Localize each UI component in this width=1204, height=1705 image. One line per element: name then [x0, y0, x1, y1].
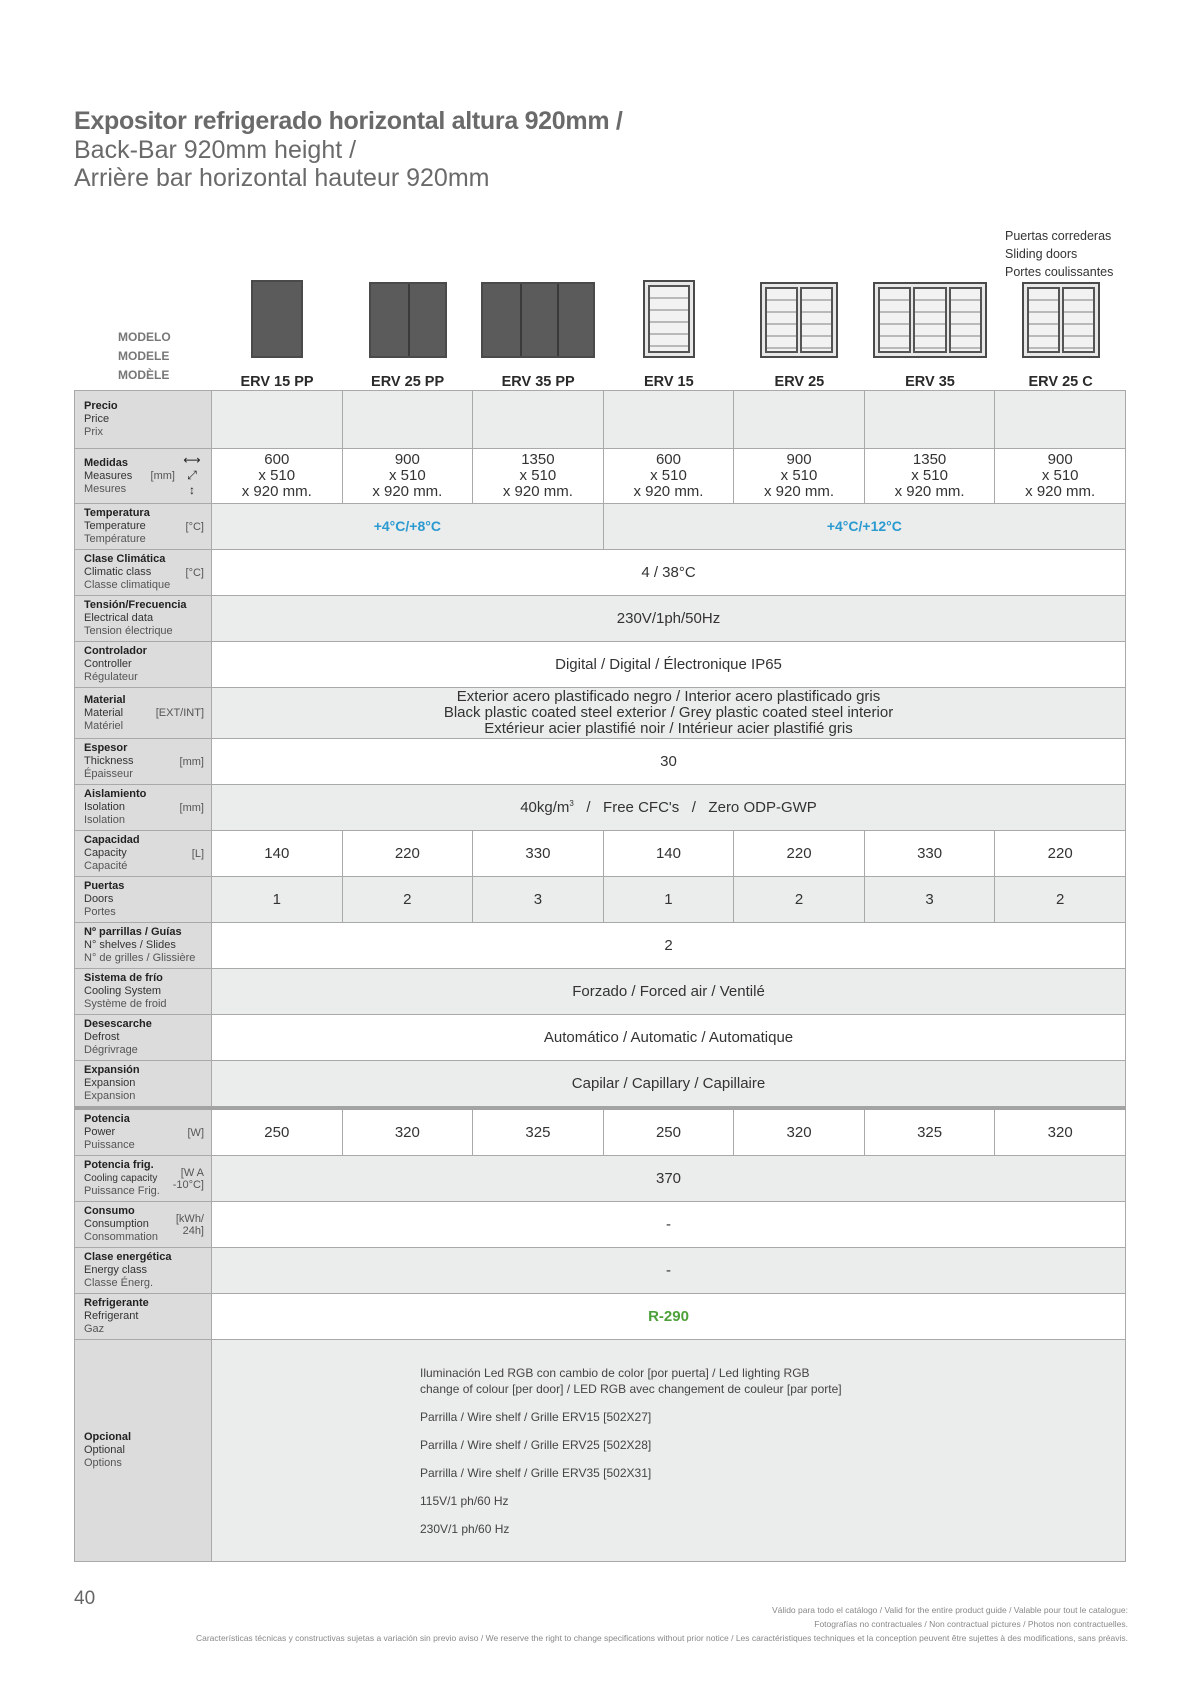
footer-line-3: Características técnicas y constructivas sujetas a variación sin previo aviso / We reserve the right to change specifications without prior notice / Les caractéristiques techniques et la conception peuvent être sujettes à des modifications, sans préavis. — [195, 1633, 1128, 1643]
label-fr: Expansion — [84, 1090, 136, 1102]
page-number: 40 — [74, 1588, 96, 1609]
unit: [L] — [191, 847, 204, 860]
material-value — [212, 688, 1126, 739]
power-cell: 320 — [342, 1108, 473, 1156]
doors-cell: 1 — [212, 877, 343, 923]
label-en: Expansion — [84, 1077, 136, 1089]
row-material — [75, 688, 1126, 739]
model-name: ERV 15 — [643, 374, 694, 390]
unit — [176, 1213, 204, 1237]
label-price — [75, 391, 212, 449]
label-es: Tensión/Frecuencia — [84, 599, 187, 611]
row-consumption — [75, 1202, 1126, 1248]
expansion-value: Capilar / Capillary / Capillaire — [212, 1061, 1126, 1109]
capacity-cell: 220 — [342, 831, 473, 877]
unit: [mm] — [179, 801, 204, 814]
label-en: N° shelves / Slides — [84, 939, 176, 951]
label-fr: Options — [84, 1457, 122, 1469]
model-label-en: MODELE — [118, 349, 170, 363]
label-en: Doors — [84, 893, 114, 905]
label-expansion — [75, 1061, 212, 1109]
optional-item — [420, 1521, 1125, 1537]
measure-line: x 510 — [519, 467, 557, 484]
row-cooling-capacity — [75, 1156, 1126, 1202]
price-cell — [603, 391, 734, 449]
unit: [°C] — [185, 520, 204, 533]
optional-item-line: Parrilla / Wire shelf / Grille ERV25 [502X28] — [420, 1437, 652, 1452]
optional-list — [212, 1365, 1125, 1537]
measure-line: 900 — [394, 451, 420, 468]
controller-value: Digital / Digital / Électronique IP65 — [212, 642, 1126, 688]
sliding-note-es: Puertas correderas — [1005, 229, 1112, 243]
label-en: Defrost — [84, 1031, 120, 1043]
measures-cell — [212, 449, 343, 504]
capacity-cell: 140 — [212, 831, 343, 877]
row-power — [75, 1108, 1126, 1156]
door-seam — [520, 284, 522, 356]
model-name: ERV 15 PP — [240, 374, 314, 390]
label-en: Cooling System — [84, 985, 162, 997]
measure-line: x 920 mm. — [1025, 483, 1096, 500]
model-name: ERV 25 — [774, 374, 825, 390]
footer-line-1: Válido para todo el catálogo / Valid for the entire product guide / Valable pour tout le catalogue: — [772, 1605, 1128, 1615]
label-thickness — [75, 739, 212, 785]
model-label-fr: MODÈLE — [118, 368, 170, 382]
price-cell — [734, 391, 865, 449]
label-es: Potencia — [84, 1113, 130, 1125]
label-material — [75, 688, 212, 739]
row-defrost — [75, 1015, 1126, 1061]
unit: [mm] — [179, 755, 204, 768]
label-es: Aislamiento — [84, 788, 147, 800]
label-es: Refrigerante — [84, 1297, 149, 1309]
door-seam — [408, 284, 410, 356]
label-en: Electrical data — [84, 612, 154, 624]
doors-cell: 2 — [342, 877, 473, 923]
measure-line: x 510 — [911, 467, 948, 484]
shelves-value: 2 — [212, 923, 1126, 969]
label-en: Climatic class — [84, 566, 152, 578]
label-en: Optional — [84, 1444, 125, 1456]
glass-door — [1027, 287, 1060, 353]
glass-door — [1062, 287, 1095, 353]
label-fr: Puissance — [84, 1139, 135, 1151]
label-en: Material — [84, 706, 124, 719]
measure-line: x 510 — [388, 467, 426, 484]
measure-line: x 920 mm. — [241, 483, 312, 500]
measure-line: x 510 — [1041, 467, 1079, 484]
row-price — [75, 391, 1126, 449]
spec-table — [74, 390, 1126, 1562]
optional-item — [420, 1465, 1125, 1481]
capacity-cell: 140 — [603, 831, 734, 877]
label-es: Puertas — [84, 880, 125, 892]
doors-cell: 2 — [995, 877, 1126, 923]
row-expansion — [75, 1061, 1126, 1109]
measure-line: x 920 mm. — [633, 483, 704, 500]
row-controller — [75, 642, 1126, 688]
label-refrigerant — [75, 1294, 212, 1340]
label-fr: Puissance Frig. — [84, 1185, 160, 1197]
measure-line: x 920 mm. — [764, 483, 835, 500]
measure-line: 900 — [1047, 451, 1073, 468]
row-cooling-system — [75, 969, 1126, 1015]
label-shelves — [75, 923, 212, 969]
model-name: ERV 35 — [905, 374, 955, 390]
refrigerant-value — [212, 1294, 1126, 1340]
label-fr: Température — [84, 533, 146, 545]
unit: [mm] — [150, 470, 175, 482]
label-capacity — [75, 831, 212, 877]
measures-cell — [603, 449, 734, 504]
measure-line: x 920 mm. — [372, 483, 443, 500]
footer-line-2: Fotografías no contractuales / Non contractual pictures / Photos non contractuelles. — [814, 1619, 1128, 1629]
product-image — [760, 282, 838, 358]
label-fr: Régulateur — [84, 671, 138, 683]
price-cell — [864, 391, 995, 449]
label-fr: Consommation — [84, 1231, 158, 1243]
row-electrical — [75, 596, 1126, 642]
label-es: Clase Climática — [84, 553, 166, 565]
material-fr: Extérieur acier plastifié noir / Intérieur acier plastifié gris — [484, 720, 853, 737]
label-es: Nº parrillas / Guías — [84, 926, 182, 938]
label-controller — [75, 642, 212, 688]
label-es: Sistema de frío — [84, 972, 163, 984]
model-name: ERV 35 PP — [501, 374, 575, 390]
label-es: Consumo — [84, 1205, 135, 1217]
glass-door — [800, 287, 833, 353]
title-french: Arrière bar horizontal hauteur 920mm — [74, 164, 490, 192]
doors-cell: 3 — [473, 877, 604, 923]
product-6 — [996, 270, 1126, 390]
label-en: Thickness — [84, 755, 134, 767]
label-en: Isolation — [84, 801, 125, 813]
power-cell: 320 — [995, 1108, 1126, 1156]
label-defrost — [75, 1015, 212, 1061]
electrical-value: 230V/1ph/50Hz — [212, 596, 1126, 642]
label-es: Opcional — [84, 1431, 132, 1443]
measures-cell — [864, 449, 995, 504]
unit: [W] — [187, 1126, 204, 1139]
label-electrical — [75, 596, 212, 642]
product-4 — [734, 270, 864, 390]
row-climatic-class — [75, 550, 1126, 596]
unit: [°C] — [185, 566, 204, 579]
label-en: Energy class — [84, 1264, 147, 1276]
label-en: Power — [84, 1126, 116, 1138]
insulation-exponent: 3 — [569, 799, 574, 808]
label-fr: Capacité — [84, 860, 128, 872]
price-cell — [995, 391, 1126, 449]
capacity-cell: 330 — [864, 831, 995, 877]
row-temperature — [75, 504, 1126, 550]
unit-line-1: [W A — [180, 1166, 204, 1179]
optional-value — [212, 1340, 1126, 1562]
row-thickness — [75, 739, 1126, 785]
label-fr: Classe climatique — [84, 579, 171, 591]
measure-line: 1350 — [521, 451, 555, 468]
label-measures — [75, 449, 212, 504]
measure-line: 1350 — [912, 451, 947, 468]
label-es: Material — [84, 693, 126, 706]
label-en: Refrigerant — [84, 1310, 139, 1322]
row-doors — [75, 877, 1126, 923]
capacity-cell: 220 — [995, 831, 1126, 877]
label-fr: Prix — [84, 426, 103, 438]
insulation-density: 40kg/m — [520, 799, 570, 816]
label-es: Clase energética — [84, 1251, 172, 1263]
label-en: Controller — [84, 658, 132, 670]
title-spanish: Expositor refrigerado horizontal altura 920mm / — [74, 107, 623, 135]
measures-cell — [342, 449, 473, 504]
temperature-pp-text: +4°C/+8°C — [373, 518, 441, 534]
label-cooling — [75, 969, 212, 1015]
optional-item-line: change of colour [per door] / LED RGB avec changement de couleur [par porte] — [420, 1381, 842, 1396]
label-fr: Gaz — [84, 1323, 105, 1335]
cooling-capacity-value: 370 — [212, 1156, 1126, 1202]
label-fr: Épaisseur — [84, 768, 133, 780]
label-power — [75, 1108, 212, 1156]
row-shelves — [75, 923, 1126, 969]
label-en: Measures — [84, 469, 133, 482]
row-optional — [75, 1340, 1126, 1562]
temperature-pp-value — [212, 504, 604, 550]
model-name: ERV 25 C — [1028, 374, 1093, 390]
model-label-es: MODELO — [118, 330, 171, 344]
measures-cell — [734, 449, 865, 504]
capacity-cell: 330 — [473, 831, 604, 877]
unit-line-1: [kWh/ — [175, 1212, 204, 1225]
label-energy-class — [75, 1248, 212, 1294]
label-fr: Système de froid — [84, 998, 167, 1010]
measure-line: x 510 — [258, 467, 296, 484]
product-1 — [343, 270, 473, 390]
refrigerant-text: R-290 — [648, 1308, 689, 1325]
measure-line: x 510 — [780, 467, 818, 484]
product-image — [873, 282, 987, 358]
defrost-value: Automático / Automatic / Automatique — [212, 1015, 1126, 1061]
insulation-rest: / Free CFC's / Zero ODP-GWP — [586, 799, 817, 816]
measures-cell — [473, 449, 604, 504]
label-es: Expansión — [84, 1064, 140, 1076]
glass-door — [648, 285, 690, 353]
cooling-value: Forzado / Forced air / Ventilé — [212, 969, 1126, 1015]
label-en: Price — [84, 413, 110, 425]
product-3 — [604, 270, 734, 390]
glass-door — [878, 287, 911, 353]
label-es: Precio — [84, 400, 118, 412]
insulation-value — [212, 785, 1126, 831]
row-energy-class — [75, 1248, 1126, 1294]
unit-line-2: 24h] — [182, 1224, 204, 1237]
product-images-row — [212, 270, 1126, 390]
measures-cell — [995, 449, 1126, 504]
label-insulation — [75, 785, 212, 831]
label-es: Controlador — [84, 645, 147, 657]
glass-door — [913, 287, 946, 353]
measure-line: 900 — [786, 451, 812, 468]
measure-line: 600 — [264, 451, 290, 468]
sliding-note-en: Sliding doors — [1005, 247, 1078, 261]
label-es: Desescarche — [84, 1018, 152, 1030]
energy-class-value: - — [212, 1248, 1126, 1294]
row-measures — [75, 449, 1126, 504]
unit: [EXT/INT] — [155, 707, 204, 719]
optional-item-line: Parrilla / Wire shelf / Grille ERV15 [502X27] — [420, 1409, 652, 1424]
label-fr: N° de grilles / Glissière — [84, 952, 196, 964]
label-en: Temperature — [84, 520, 146, 532]
model-name: ERV 25 PP — [371, 374, 445, 390]
glass-door — [949, 287, 982, 353]
title-english: Back-Bar 920mm height / — [74, 136, 357, 164]
label-fr: Portes — [84, 906, 116, 918]
material-es: Exterior acero plastificado negro / Interior acero plastificado gris — [456, 688, 881, 705]
optional-item — [420, 1409, 1125, 1425]
label-en: Capacity — [84, 847, 127, 859]
label-fr: Tension électrique — [84, 625, 173, 637]
product-2 — [473, 270, 603, 390]
label-fr: Isolation — [84, 814, 125, 826]
label-temperature — [75, 504, 212, 550]
temperature-glass-text: +4°C/+12°C — [826, 518, 902, 534]
sliding-note-fr: Portes coulissantes — [1005, 265, 1114, 279]
product-image — [251, 280, 303, 358]
climatic-value: 4 / 38°C — [212, 550, 1126, 596]
unit-line-2: -10°C] — [172, 1178, 204, 1191]
label-fr: Mesures — [84, 482, 127, 495]
label-es: Temperatura — [84, 507, 150, 519]
product-image — [481, 282, 595, 358]
product-image — [1022, 282, 1100, 358]
label-en: Cooling capacity — [84, 1173, 158, 1184]
temperature-glass-value — [603, 504, 1125, 550]
unit — [173, 1167, 204, 1191]
capacity-cell: 220 — [734, 831, 865, 877]
measure-line: x 920 mm. — [894, 483, 965, 500]
optional-item — [420, 1437, 1125, 1453]
label-doors — [75, 877, 212, 923]
material-en: Black plastic coated steel exterior / Grey plastic coated steel interior — [443, 704, 894, 721]
optional-item — [420, 1365, 1125, 1397]
optional-item-line: 115V/1 ph/60 Hz — [420, 1493, 509, 1508]
label-fr: Matériel — [84, 719, 124, 732]
measure-line: 600 — [655, 451, 681, 468]
doors-cell: 2 — [734, 877, 865, 923]
doors-cell: 1 — [603, 877, 734, 923]
product-5 — [865, 270, 995, 390]
product-image — [643, 280, 695, 358]
thickness-value: 30 — [212, 739, 1126, 785]
measure-line: x 510 — [650, 467, 687, 484]
power-cell: 325 — [473, 1108, 604, 1156]
door-seam — [557, 284, 559, 356]
product-0 — [212, 270, 342, 390]
row-capacity — [75, 831, 1126, 877]
label-fr: Dégrivrage — [84, 1044, 138, 1056]
power-cell: 320 — [734, 1108, 865, 1156]
label-es: Potencia frig. — [84, 1159, 154, 1171]
price-cell — [342, 391, 473, 449]
product-image — [369, 282, 447, 358]
power-cell: 250 — [603, 1108, 734, 1156]
page-title — [74, 106, 623, 192]
label-en: Consumption — [84, 1218, 149, 1230]
price-cell — [473, 391, 604, 449]
glass-door — [765, 287, 798, 353]
row-refrigerant — [75, 1294, 1126, 1340]
dimension-arrows-icon: ⟷ ⤢ ↕ — [183, 453, 201, 497]
model-label — [118, 328, 171, 385]
label-cooling-capacity — [75, 1156, 212, 1202]
price-cell — [212, 391, 343, 449]
label-es: Espesor — [84, 742, 128, 754]
optional-item-line: Parrilla / Wire shelf / Grille ERV35 [502X31] — [420, 1465, 652, 1480]
label-es: Capacidad — [84, 834, 140, 846]
measure-line: x 920 mm. — [502, 483, 573, 500]
label-climatic — [75, 550, 212, 596]
label-es: Medidas — [84, 456, 129, 469]
consumption-value: - — [212, 1202, 1126, 1248]
power-cell: 250 — [212, 1108, 343, 1156]
optional-item-line: 230V/1 ph/60 Hz — [420, 1521, 510, 1536]
label-optional — [75, 1340, 212, 1562]
power-cell: 325 — [864, 1108, 995, 1156]
row-insulation — [75, 785, 1126, 831]
optional-item-line: Iluminación Led RGB con cambio de color [por puerta] / Led lighting RGB — [420, 1365, 810, 1380]
doors-cell: 3 — [864, 877, 995, 923]
optional-item — [420, 1493, 1125, 1509]
label-fr: Classe Énerg. — [84, 1277, 154, 1289]
label-consumption — [75, 1202, 212, 1248]
